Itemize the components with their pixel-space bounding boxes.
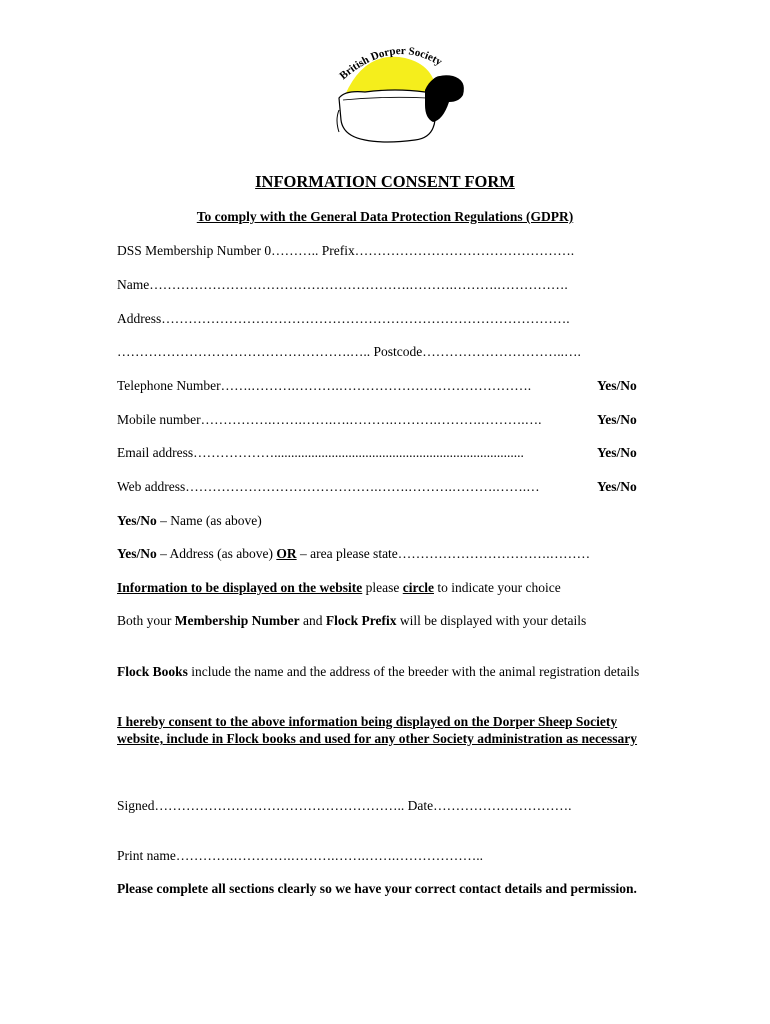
form-subtitle: To comply with the General Data Protection Regulations (GDPR) (196, 209, 574, 224)
telephone-yes-no[interactable]: Yes/No (597, 378, 637, 393)
mobile-field[interactable]: Mobile number…………….…….…….….……….……….……….……….…. (117, 412, 542, 427)
flock-books-note (117, 663, 652, 680)
web-field[interactable]: Web address…………………………………….…….……….……….…….… (117, 479, 540, 494)
mobile-yes-no[interactable]: Yes/No (597, 412, 637, 427)
circle-word: circle (402, 580, 434, 595)
both-and: and (299, 613, 326, 628)
membership-field[interactable]: DSS Membership Number 0……….. Prefix…………………………………………. (117, 243, 575, 258)
address-field[interactable]: Address………………………………………………………………………………. (117, 311, 570, 326)
flock-bold: Flock Books (117, 664, 188, 679)
postcode-field[interactable]: …………………………………………….….. Postcode…………………………..…. (117, 344, 581, 359)
or-label: OR (276, 546, 297, 561)
name-option-text: – Name (as above) (156, 513, 262, 528)
membership-display-note (117, 612, 652, 629)
print-name-field[interactable]: Print name………….………….……….…….…….……………….. (117, 848, 483, 863)
both-post: will be displayed with your details (396, 613, 587, 628)
email-field[interactable]: Email address……………….......................................................................... (117, 445, 524, 460)
consent-statement: I hereby consent to the above information being displayed on the Dorper Sheep Society website, include in Flock books and used for any other Society administration as necessary (117, 714, 638, 746)
website-heading-bold: Information to be displayed on the website (117, 580, 363, 595)
name-option-yes-no[interactable]: Yes/No (117, 513, 157, 528)
website-heading (117, 579, 561, 596)
form-title: INFORMATION CONSENT FORM (255, 172, 515, 191)
website-text-2: to indicate your choice (433, 580, 561, 595)
email-yes-no[interactable]: Yes/No (597, 445, 637, 460)
closing-instruction: Please complete all sections clearly so we have your correct contact details and permission. (117, 881, 637, 896)
telephone-field[interactable]: Telephone Number…….……….……….……………………………………. (117, 378, 532, 393)
flock-text: include the name and the address of the breeder with the animal registration details (187, 664, 640, 679)
both-pre: Both your (117, 613, 175, 628)
web-yes-no[interactable]: Yes/No (597, 479, 637, 494)
name-option (117, 512, 262, 529)
website-text-1: please (362, 580, 403, 595)
logo-text: British Dorper Society (337, 45, 445, 83)
name-field[interactable]: Name………………………………………………….……….……….……………. (117, 277, 568, 292)
both-prefix: Flock Prefix (325, 613, 397, 628)
both-membership: Membership Number (174, 613, 300, 628)
address-option (117, 545, 590, 562)
area-field[interactable]: – area please state…………………………….……… (296, 546, 591, 561)
signed-date-field[interactable]: Signed……………………………………………….. Date…………………………. (117, 798, 572, 813)
address-option-yes-no[interactable]: Yes/No (117, 546, 157, 561)
address-option-text: – Address (as above) (156, 546, 277, 561)
british-dorper-society-logo (325, 40, 475, 150)
